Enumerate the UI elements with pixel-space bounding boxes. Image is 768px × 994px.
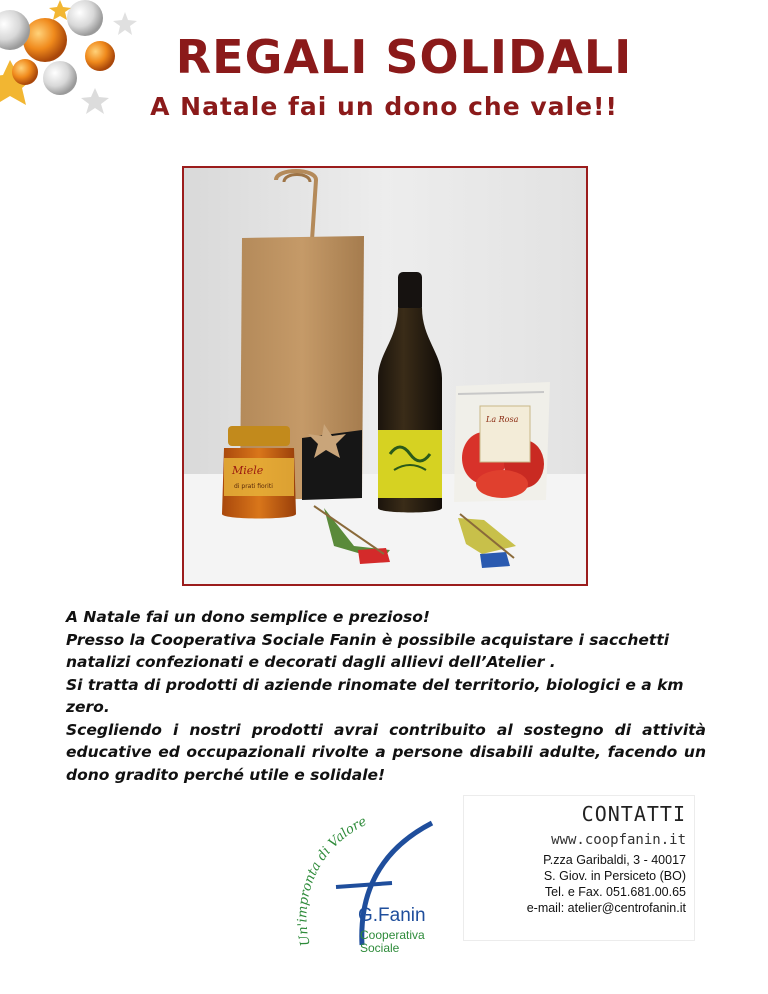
product-photo [182,166,588,586]
website-link[interactable]: www.coopfanin.it [551,832,686,848]
svg-text:Un'impronta di Valore [295,814,369,947]
description-text [66,606,706,786]
g-fanin-logo [292,795,472,975]
honey-sublabel: di prati fioriti [234,483,273,490]
honey-label: Miele [232,464,264,477]
phone-line: Tel. e Fax. 051.681.00.65 [544,885,686,899]
city-line: S. Giov. in Persiceto (BO) [543,869,686,883]
contacts-box [463,795,695,941]
contacts-heading: CONTATTI [581,802,686,826]
gift-products-illustration [184,168,586,584]
logo-line1: Cooperativa [360,928,425,942]
pasta-bag-label: La Rosa [486,415,519,424]
logo-name: G.Fanin [358,905,426,926]
page-subtitle: A Natale fai un dono che vale!! [150,92,618,121]
address-line: P.zza Garibaldi, 3 - 40017 [543,853,686,867]
email-link[interactable]: e-mail: atelier@centrofanin.it [526,901,686,915]
logo-tagline: Un'impronta di Valore [295,814,370,948]
purchase-info: Presso la Cooperativa Sociale Fanin è possibile acquistare i sacchetti natalizi confezionati e decorati dagli allievi dell’Atelier . [66,630,670,671]
solidarity-info: Scegliendo i nostri prodotti avrai contribuito al sostegno di attività educative ed occupazionali rivolte a persone disabili adulte, facendo un dono gradito perché utile e solidale! [66,720,706,784]
logo-line2: Sociale [360,941,400,955]
intro-line: A Natale fai un dono semplice e prezioso! [66,608,430,626]
page-title: REGALI SOLIDALI [175,30,633,84]
products-info: Si tratta di prodotti di aziende rinomate del territorio, biologici e a km zero. [66,675,684,716]
